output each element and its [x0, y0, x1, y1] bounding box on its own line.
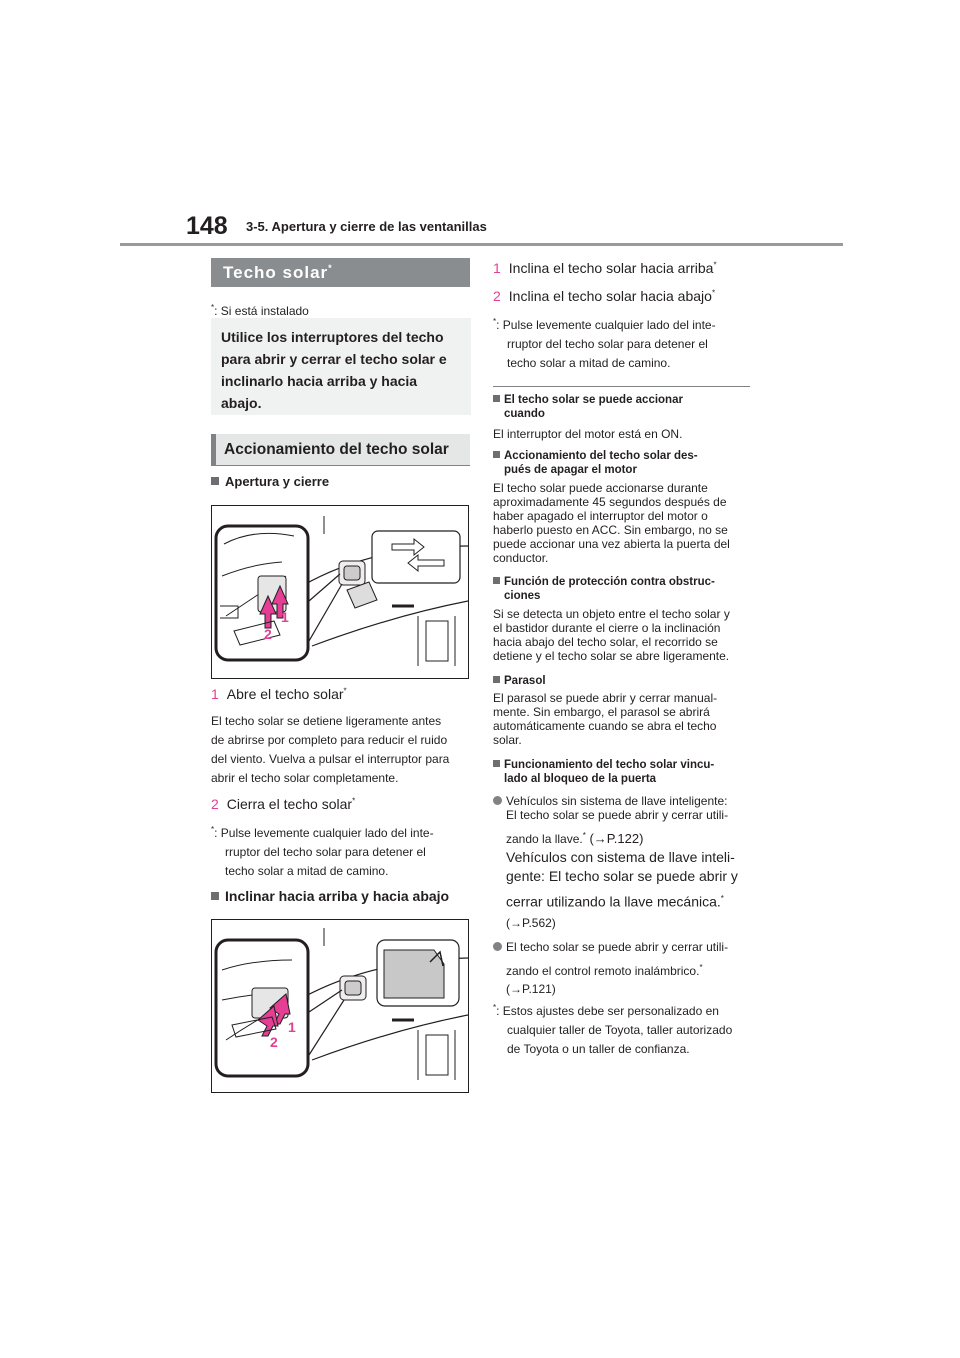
tilt-step-2: 2 Inclina el techo solar hacia abajo* — [493, 288, 716, 304]
info-text-operation: El interruptor del motor está en ON. — [493, 427, 683, 441]
square-bullet-icon — [211, 892, 219, 900]
open-close-note: *: Pulse levemente cualquier lado del inte- rruptor del techo solar para detener el techo solar a mitad de camino. — [211, 825, 434, 878]
info-rule — [493, 386, 750, 387]
info-column — [493, 393, 755, 1059]
section-bar — [211, 258, 470, 287]
section-bar-star: * — [328, 263, 333, 273]
sunroof-switch-illustration — [212, 506, 468, 678]
square-bullet-icon — [493, 395, 500, 402]
info-heading-protection: Función de protección contra obstruc- ciones — [493, 575, 755, 603]
section-bar-title: Techo solar — [223, 263, 329, 282]
tilt-step-1: 1 Inclina el techo solar hacia arriba* — [493, 260, 717, 276]
info-heading-operation: El techo solar se puede accionar cuando — [493, 393, 755, 421]
callout-1: 1 — [281, 609, 289, 625]
info-text-protection: Si se detecta un objeto entre el techo solar y el bastidor durante el cierre o la inclinación hacia abajo del techo solar, el recorrido se detiene y el techo solar se abre ligeramente. — [493, 607, 730, 663]
open-step-1: 1 Abre el techo solar* — [211, 686, 347, 702]
intro-line: abajo. — [221, 395, 262, 411]
sunroof-tilt-illustration — [212, 920, 468, 1092]
bullet-no-smart-key: Vehículos sin sistema de llave inteligente: El techo solar se puede abrir y cerrar utili- zando la llave.* (→P.122) Vehículos con sistema de llave inteli- gente: El techo solar se puede abrir y cerrar utilizando la llave mecánica.* (→P.562) — [493, 794, 755, 930]
callout-1: 1 — [288, 1019, 296, 1035]
open-step-2: 2 Cierra el techo solar* — [211, 796, 356, 812]
page-number: 148 — [186, 212, 228, 240]
square-bullet-icon — [493, 760, 500, 767]
figure-open-close — [211, 505, 469, 679]
square-bullet-icon — [493, 676, 500, 683]
callout-2: 2 — [264, 626, 272, 642]
info-text-after-engine: El techo solar puede accionarse durante aproximadamente 45 segundos después de haber apagado el interruptor del motor o haberlo puesto en ACC. Sin embargo, no se puede accionar una vez abierta la puerta del conductor. — [493, 481, 730, 565]
round-bullet-icon — [493, 942, 502, 951]
callout-2: 2 — [270, 1034, 278, 1050]
round-bullet-icon — [493, 796, 502, 805]
tilt-heading: Inclinar hacia arriba y hacia abajo — [211, 888, 449, 904]
intro-line: Utilice los interruptores del techo — [221, 329, 444, 345]
tilt-note: *: Pulse levemente cualquier lado del inte- rruptor del techo solar para detener el techo solar a mitad de camino. — [493, 317, 716, 370]
subsection-bar: Accionamiento del techo solar — [211, 434, 470, 466]
intro-line: inclinarlo hacia arriba y hacia — [221, 373, 418, 389]
info-heading-door-lock: Funcionamiento del techo solar vincu- lado al bloqueo de la puerta — [493, 758, 755, 786]
open-close-heading: Apertura y cierre — [211, 474, 329, 489]
installed-footnote: *: Si está instalado — [211, 303, 309, 318]
square-bullet-icon — [211, 477, 219, 485]
info-text-sunshade: El parasol se puede abrir y cerrar manual- mente. Sin embargo, el parasol se abrirá automáticamente cuando se abra el techo solar. — [493, 691, 718, 747]
square-bullet-icon — [493, 451, 500, 458]
bullet-remote: El techo solar se puede abrir y cerrar utili- zando el control remoto inalámbrico.* (→P.121) — [493, 940, 755, 996]
intro-line: para abrir y cerrar el techo solar e — [221, 351, 447, 367]
info-heading-sunshade: Parasol — [493, 674, 755, 688]
figure-tilt — [211, 919, 469, 1093]
intro-box — [211, 318, 471, 415]
open-step-1-desc: El techo solar se detiene ligeramente antes de abrirse por completo para reducir el ruido del viento. Vuelva a pulsar el interruptor para abrir el techo solar completamente. — [211, 714, 450, 785]
header-rule — [120, 243, 843, 246]
section-title: 3-5. Apertura y cierre de las ventanillas — [246, 219, 487, 234]
square-bullet-icon — [493, 577, 500, 584]
info-heading-after-engine: Accionamiento del techo solar des- pués de apagar el motor — [493, 449, 755, 477]
info-note: *: Estos ajustes debe ser personalizado en cualquier taller de Toyota, taller autorizado de Toyota o un taller de confianza. — [493, 1002, 733, 1056]
